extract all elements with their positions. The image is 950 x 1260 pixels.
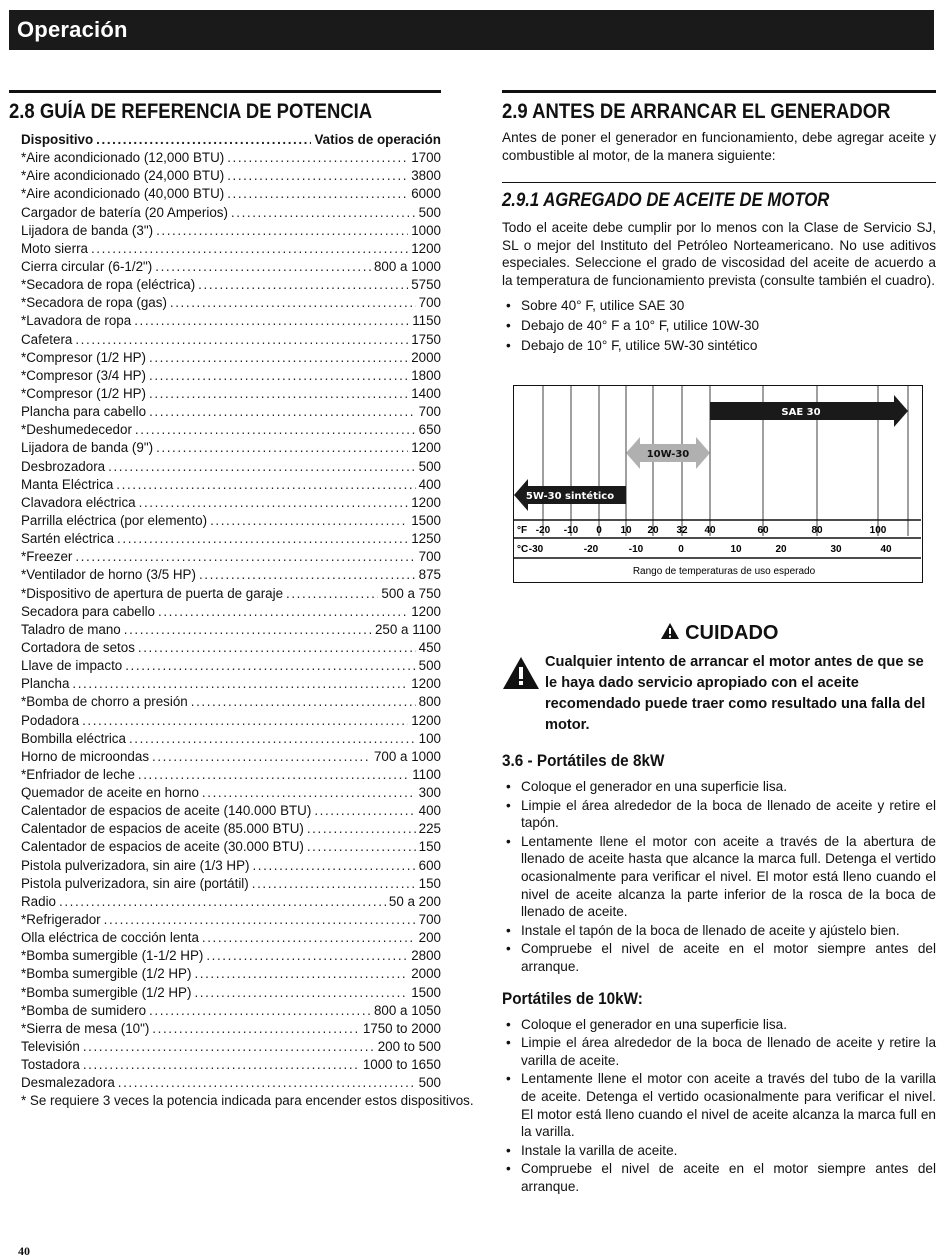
- device-name: *Aire acondicionado (24,000 BTU): [21, 168, 225, 184]
- device-watts: 50 a 200: [388, 893, 441, 909]
- leader-dots: [170, 294, 416, 312]
- power-guide-section: [9, 90, 474, 1110]
- before-start-section: [502, 90, 936, 356]
- device-name: Cargador de batería (20 Amperios): [21, 204, 228, 220]
- device-watts: 100: [418, 730, 441, 746]
- device-watts: 600: [418, 857, 441, 873]
- device-watts: 1500: [411, 984, 441, 1000]
- device-watts: 450: [418, 639, 441, 655]
- device-name: *Compresor (3/4 HP): [21, 367, 147, 383]
- list-item: • Instale el tapón de la boca de llenado de aceite y ajústelo bien.: [502, 922, 936, 940]
- device-name: *Ventilador de horno (3/5 HP): [21, 567, 196, 583]
- table-row: [21, 766, 441, 784]
- leader-dots: [307, 838, 416, 856]
- list-item: • Compruebe el nivel de aceite en el motor siempre antes del arranque.: [502, 940, 936, 975]
- device-name: Cortadora de setos: [21, 639, 135, 655]
- device-watts: 1500: [411, 512, 441, 528]
- device-watts: 200: [418, 930, 441, 946]
- table-row: [21, 204, 441, 222]
- leader-dots: [227, 149, 408, 167]
- table-row: [21, 639, 441, 657]
- device-name: Tostadora: [21, 1057, 80, 1073]
- device-name: *Secadora de ropa (eléctrica): [21, 277, 196, 293]
- device-name: Desmalezadora: [21, 1075, 115, 1091]
- table-row: [21, 258, 441, 276]
- leader-dots: [82, 712, 408, 730]
- table-row: [21, 875, 441, 893]
- table-row: [21, 730, 441, 748]
- device-name: *Freezer: [21, 549, 73, 565]
- device-watts: 1250: [411, 531, 441, 547]
- device-name: Manta Eléctrica: [21, 476, 114, 492]
- table-row: [21, 222, 441, 240]
- f-axis-label: °F: [517, 525, 528, 536]
- device-watts: 500: [418, 1075, 441, 1091]
- device-watts: 400: [418, 476, 441, 492]
- leader-dots: [135, 421, 416, 439]
- device-name: Moto sierra: [21, 240, 88, 256]
- table-row: [21, 1002, 441, 1020]
- table-row: [21, 530, 441, 548]
- device-watts: 150: [418, 875, 441, 891]
- device-name: *Bomba de sumidero: [21, 1002, 147, 1018]
- device-watts: 5750: [411, 277, 441, 293]
- c-tick-label: 40: [880, 544, 892, 555]
- leader-dots: [199, 566, 416, 584]
- table-row: [21, 476, 441, 494]
- device-watts: 700: [418, 295, 441, 311]
- leader-dots: [116, 476, 415, 494]
- device-watts: 2800: [411, 948, 441, 964]
- c-tick-label: 30: [830, 544, 842, 555]
- table-row: [21, 1020, 441, 1038]
- series-label: 5W-30 sintético: [525, 491, 615, 502]
- leader-dots: [83, 1038, 375, 1056]
- device-name: Cafetera: [21, 331, 73, 347]
- device-watts: 1750: [411, 331, 441, 347]
- device-name: *Dispositivo de apertura de puerta de garaje: [21, 585, 284, 601]
- leader-dots: [149, 385, 408, 403]
- table-row: [21, 802, 441, 820]
- device-watts: 1200: [411, 494, 441, 510]
- table-row: [21, 857, 441, 875]
- oil-paragraph: Todo el aceite debe cumplir por lo menos con la Clase de Servicio SJ, SL o mejor del Instituto del Petróleo Norteamericano. No use aditivos especiales. Seleccione el grado de viscosidad del aceite de acuerdo a la temperatura de funcionamiento prevista (consulte también el cuadro).: [502, 220, 936, 288]
- device-name: Lijadora de banda (9"): [21, 440, 154, 456]
- before-start-title: 2.9 ANTES DE ARRANCAR EL GENERADOR: [502, 100, 891, 123]
- device-name: Llave de impacto: [21, 658, 123, 674]
- section-10kw-list: [502, 1016, 936, 1196]
- table-row: [21, 911, 441, 929]
- column-device: Dispositivo: [21, 132, 94, 147]
- section-8kw-title: 3.6 - Portátiles de 8kW: [502, 751, 665, 770]
- before-start-intro: Antes de poner el generador en funcionamiento, debe agregar aceite y combustible al motor, de la manera siguiente:: [502, 130, 936, 163]
- list-item: • Limpie el área alrededor de la boca de llenado de aceite y retire el tapón.: [502, 797, 936, 832]
- device-name: *Secadora de ropa (gas): [21, 295, 167, 311]
- header-bar: [9, 10, 934, 50]
- leader-dots: [202, 784, 416, 802]
- leader-dots: [129, 730, 416, 748]
- device-name: *Aire acondicionado (12,000 BTU): [21, 150, 225, 166]
- device-watts: 1200: [411, 240, 441, 256]
- device-watts: 800 a 1050: [373, 1002, 441, 1018]
- device-name: Clavadora eléctrica: [21, 494, 136, 510]
- table-row: [21, 439, 441, 457]
- caution-text: Cualquier intento de arrancar el motor antes de que se le haya dado servicio apropiado con el aceite recomendado puede traer como resultado una falla del motor.: [545, 654, 926, 733]
- device-watts: 800: [418, 694, 441, 710]
- table-row: [21, 603, 441, 621]
- device-watts: 500: [418, 458, 441, 474]
- leader-dots: [125, 657, 415, 675]
- device-name: Secadora para cabello: [21, 603, 155, 619]
- table-row: [21, 494, 441, 512]
- leader-dots: [156, 439, 408, 457]
- leader-dots: [307, 820, 416, 838]
- device-watts: 1000 to 1650: [362, 1057, 441, 1073]
- page-number: 40: [18, 1244, 30, 1258]
- section-10kw-title: Portátiles de 10kW:: [502, 988, 643, 1008]
- device-watts: 225: [418, 821, 441, 837]
- table-row: [21, 893, 441, 911]
- table-row: [21, 820, 441, 838]
- table-row: [21, 1074, 441, 1092]
- table-row: [21, 947, 441, 965]
- chart-canvas: [514, 386, 921, 581]
- leader-dots: [118, 1074, 416, 1092]
- device-name: Olla eléctrica de cocción lenta: [21, 930, 199, 946]
- device-name: Desbrozadora: [21, 458, 106, 474]
- list-item: • Lentamente llene el motor con aceite a través del tubo de la varilla de aceite. Detenga el vertido ocasionalmente para verificar el nivel. El motor está lleno cuando el nivel de aceite alcanza la marca full en la varilla.: [502, 1070, 936, 1140]
- leader-dots: [152, 1020, 360, 1038]
- leader-dots: [202, 929, 416, 947]
- device-name: *Bomba sumergible (1/2 HP): [21, 984, 192, 1000]
- device-name: *Lavadora de ropa: [21, 313, 132, 329]
- device-watts: 1200: [411, 712, 441, 728]
- table-row: [21, 149, 441, 167]
- device-name: Podadora: [21, 712, 80, 728]
- oil-subsection-title: 2.9.1 AGREGADO DE ACEITE DE MOTOR: [502, 190, 830, 211]
- device-watts: 2000: [411, 966, 441, 982]
- table-row: [21, 167, 441, 185]
- device-watts: 200 to 500: [377, 1039, 441, 1055]
- f-tick-label: 60: [757, 525, 769, 536]
- device-watts: 500: [418, 204, 441, 220]
- leader-dots: [206, 947, 408, 965]
- device-watts: 250 a 1100: [374, 621, 441, 637]
- oil-viscosity-chart: [513, 385, 923, 583]
- device-name: Calentador de espacios de aceite (30.000 BTU): [21, 839, 304, 855]
- table-row: [21, 965, 441, 983]
- f-tick-label: 0: [596, 525, 602, 536]
- caution-heading: [502, 620, 936, 646]
- column-watts: Vatios de operación: [314, 132, 441, 147]
- device-name: *Aire acondicionado (40,000 BTU): [21, 186, 225, 202]
- warning-icon: [660, 622, 680, 640]
- f-tick-label: 10: [620, 525, 632, 536]
- table-row: [21, 1038, 441, 1056]
- device-name: Calentador de espacios de aceite (140.000 BTU): [21, 803, 312, 819]
- leader-dots: [134, 312, 409, 330]
- leader-dots: [286, 585, 378, 603]
- leader-dots: [138, 766, 409, 784]
- table-row: [21, 1056, 441, 1074]
- table-row: [21, 312, 441, 330]
- device-watts: 1200: [411, 676, 441, 692]
- device-watts: 700 a 1000: [373, 748, 441, 764]
- leader-dots: [194, 965, 408, 983]
- list-item: • Sobre 40° F, utilice SAE 30: [502, 296, 936, 316]
- table-row: [21, 566, 441, 584]
- table-row: [21, 984, 441, 1002]
- table-row: [21, 748, 441, 766]
- device-watts: 1100: [412, 766, 441, 782]
- device-watts: 875: [418, 567, 441, 583]
- device-name: Televisión: [21, 1039, 80, 1055]
- table-row: [21, 458, 441, 476]
- table-row: [21, 693, 441, 711]
- leader-dots: [227, 167, 408, 185]
- device-name: *Compresor (1/2 HP): [21, 385, 147, 401]
- f-tick-label: 100: [869, 525, 887, 536]
- device-name: Parrilla eléctrica (por elemento): [21, 512, 208, 528]
- table-row: [21, 585, 441, 603]
- leader-dots: [96, 131, 311, 149]
- device-name: *Deshumedecedor: [21, 422, 132, 438]
- leader-dots: [314, 802, 415, 820]
- device-name: Pistola pulverizadora, sin aire (1/3 HP): [21, 857, 250, 873]
- list-item: • Instale la varilla de aceite.: [502, 1142, 936, 1160]
- table-row: [21, 331, 441, 349]
- c-axis-label: °C: [517, 544, 529, 555]
- leader-dots: [158, 603, 408, 621]
- device-name: Radio: [21, 893, 56, 909]
- device-watts: 500 a 750: [381, 585, 441, 601]
- power-table-header: [21, 131, 441, 149]
- device-watts: 700: [418, 404, 441, 420]
- device-name: Quemador de aceite en horno: [21, 785, 199, 801]
- leader-dots: [149, 1002, 371, 1020]
- table-row: [21, 421, 441, 439]
- leader-dots: [75, 331, 408, 349]
- leader-dots: [252, 875, 416, 893]
- list-item: • Debajo de 10° F, utilice 5W-30 sintético: [502, 336, 936, 356]
- list-item: • Coloque el generador en una superficie lisa.: [502, 778, 936, 796]
- f-tick-label: 40: [704, 525, 716, 536]
- device-name: Cierra circular (6-1/2"): [21, 258, 153, 274]
- device-watts: 1400: [411, 385, 441, 401]
- f-tick-label: -10: [563, 525, 579, 536]
- leader-dots: [194, 984, 408, 1002]
- f-tick-label: 20: [647, 525, 659, 536]
- device-name: *Bomba sumergible (1/2 HP): [21, 966, 192, 982]
- device-name: Calentador de espacios de aceite (85.000 BTU): [21, 821, 304, 837]
- c-tick-label: 0: [678, 544, 684, 555]
- device-watts: 650: [418, 422, 441, 438]
- f-tick-label: -20: [535, 525, 551, 536]
- page-header-title: Operación: [17, 17, 128, 42]
- table-row: [21, 403, 441, 421]
- x-axis-label: Rango de temperaturas de uso esperado: [632, 566, 816, 577]
- device-name: Taladro de mano: [21, 621, 121, 637]
- device-name: Plancha para cabello: [21, 404, 147, 420]
- list-item: • Lentamente llene el motor con aceite a través de la abertura de llenado de aceite hasta que alcance la marca full. Detenga el vertido ocasionalmente para verificar el nivel. El motor está lleno cuando el nivel de aceite alcanza la parte inferior de la rosca de la boca de llenado de aceite.: [502, 833, 936, 921]
- table-row: [21, 240, 441, 258]
- leader-dots: [83, 1056, 360, 1074]
- f-tick-label: 32: [676, 525, 688, 536]
- leader-dots: [72, 675, 408, 693]
- device-watts: 2000: [411, 349, 441, 365]
- device-watts: 1200: [411, 603, 441, 619]
- device-watts: 1700: [411, 150, 441, 166]
- leader-dots: [155, 258, 371, 276]
- device-watts: 150: [418, 839, 441, 855]
- table-row: [21, 784, 441, 802]
- caution-title: CUIDADO: [685, 622, 779, 644]
- table-row: [21, 929, 441, 947]
- table-row: [21, 185, 441, 203]
- table-row: [21, 512, 441, 530]
- c-tick-label: -20: [583, 544, 599, 555]
- oil-grade-list: [502, 296, 936, 356]
- leader-dots: [156, 222, 408, 240]
- leader-dots: [124, 621, 372, 639]
- device-name: Plancha: [21, 676, 70, 692]
- device-name: Lijadora de banda (3"): [21, 222, 154, 238]
- list-item: • Compruebe el nivel de aceite en el motor siempre antes del arranque.: [502, 1160, 936, 1195]
- device-watts: 1000: [411, 222, 441, 238]
- caution-box: [502, 620, 936, 736]
- device-name: *Enfriador de leche: [21, 766, 135, 782]
- list-item: • Limpie el área alrededor de la boca de llenado de aceite y retire la varilla de aceite.: [502, 1034, 936, 1069]
- leader-dots: [104, 911, 416, 929]
- table-row: [21, 621, 441, 639]
- device-watts: 700: [418, 912, 441, 928]
- device-name: *Compresor (1/2 HP): [21, 349, 147, 365]
- table-row: [21, 294, 441, 312]
- c-tick-label: -30: [528, 544, 544, 555]
- leader-dots: [75, 548, 415, 566]
- table-row: [21, 657, 441, 675]
- series-label: SAE 30: [781, 407, 821, 418]
- table-row: [21, 276, 441, 294]
- power-guide-title: 2.8 GUÍA DE REFERENCIA DE POTENCIA: [9, 100, 373, 123]
- device-watts: 1150: [412, 313, 441, 329]
- table-row: [21, 712, 441, 730]
- c-tick-label: 20: [775, 544, 787, 555]
- device-watts: 400: [418, 803, 441, 819]
- power-footnote: * Se requiere 3 veces la potencia indicada para encender estos dispositivos.: [21, 1093, 474, 1109]
- power-table: [21, 131, 441, 1092]
- device-watts: 1200: [411, 440, 441, 456]
- device-watts: 700: [418, 549, 441, 565]
- f-tick-label: 80: [811, 525, 823, 536]
- leader-dots: [191, 693, 416, 711]
- list-item: • Coloque el generador en una superficie lisa.: [502, 1016, 936, 1034]
- device-name: *Sierra de mesa (10"): [21, 1020, 150, 1036]
- leader-dots: [149, 367, 408, 385]
- leader-dots: [59, 893, 386, 911]
- device-watts: 1800: [411, 367, 441, 383]
- warning-triangle-icon: [502, 656, 540, 690]
- table-row: [21, 349, 441, 367]
- leader-dots: [149, 349, 408, 367]
- leader-dots: [252, 857, 415, 875]
- device-watts: 500: [418, 658, 441, 674]
- table-row: [21, 675, 441, 693]
- leader-dots: [139, 494, 409, 512]
- device-watts: 800 a 1000: [373, 258, 441, 274]
- leader-dots: [152, 748, 371, 766]
- oil-fill-instructions: [502, 750, 936, 1195]
- table-row: [21, 367, 441, 385]
- device-name: *Bomba sumergible (1-1/2 HP): [21, 948, 204, 964]
- leader-dots: [231, 204, 416, 222]
- device-watts: 3800: [411, 168, 441, 184]
- leader-dots: [108, 458, 416, 476]
- leader-dots: [210, 512, 408, 530]
- leader-dots: [138, 639, 416, 657]
- device-watts: 1750 to 2000: [362, 1020, 441, 1036]
- device-watts: 6000: [411, 186, 441, 202]
- section-8kw-list: [502, 778, 936, 976]
- leader-dots: [198, 276, 408, 294]
- table-row: [21, 548, 441, 566]
- table-row: [21, 385, 441, 403]
- device-name: Horno de microondas: [21, 748, 150, 764]
- device-name: *Bomba de chorro a presión: [21, 694, 188, 710]
- series-label: 10W-30: [646, 449, 690, 460]
- leader-dots: [91, 240, 408, 258]
- device-name: *Refrigerador: [21, 912, 101, 928]
- leader-dots: [149, 403, 416, 421]
- device-name: Bombilla eléctrica: [21, 730, 126, 746]
- leader-dots: [227, 185, 408, 203]
- device-name: Pistola pulverizadora, sin aire (portátil): [21, 875, 249, 891]
- table-row: [21, 838, 441, 856]
- device-watts: 300: [418, 785, 441, 801]
- c-tick-label: -10: [628, 544, 644, 555]
- leader-dots: [117, 530, 408, 548]
- c-tick-label: 10: [730, 544, 742, 555]
- caution-message: [502, 652, 936, 736]
- list-item: • Debajo de 40° F a 10° F, utilice 10W-30: [502, 316, 936, 336]
- device-name: Sartén eléctrica: [21, 531, 115, 547]
